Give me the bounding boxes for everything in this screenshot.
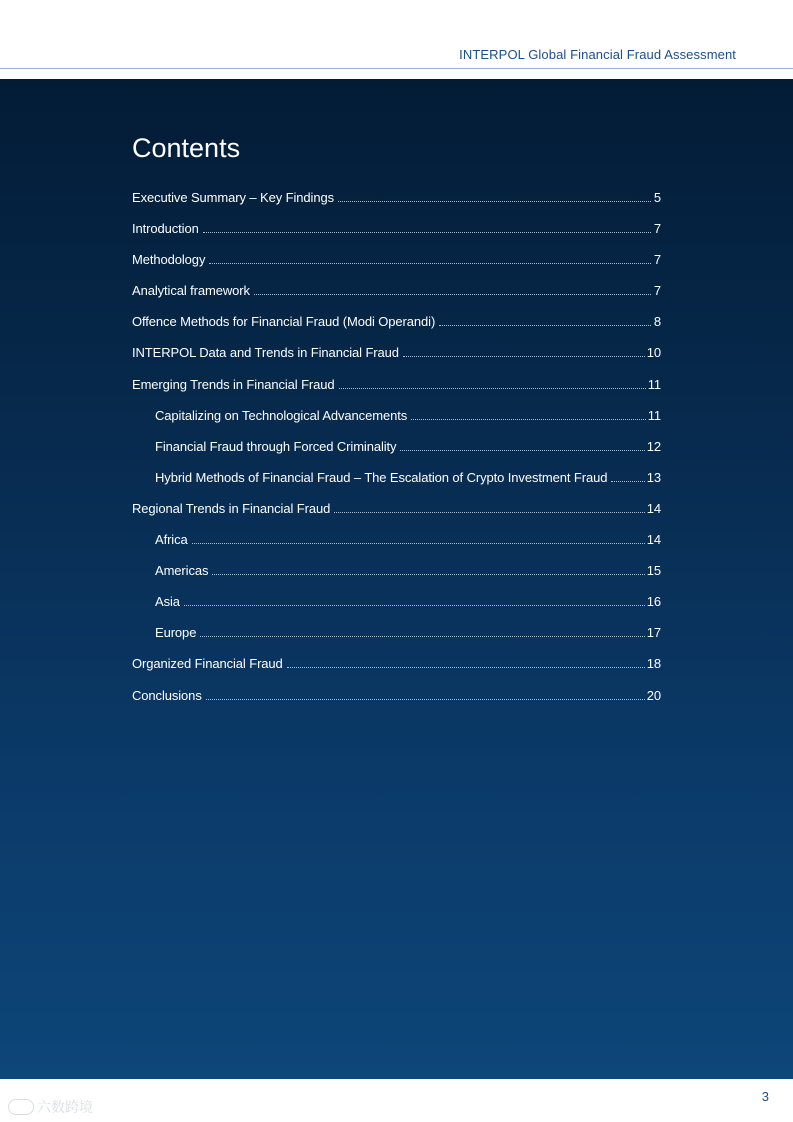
- toc-subentry[interactable]: [132, 532, 661, 563]
- toc-entry-label: Methodology: [132, 252, 206, 268]
- toc-entry-label: Africa: [155, 532, 188, 548]
- table-of-contents: [132, 190, 661, 719]
- toc-page-number: 14: [646, 532, 661, 548]
- toc-entry-label: Introduction: [132, 221, 199, 237]
- toc-page-number: 20: [646, 687, 661, 703]
- toc-entry-label: Conclusions: [132, 687, 202, 703]
- toc-dot-leader: [439, 325, 651, 326]
- toc-entry-label: Americas: [155, 563, 209, 579]
- toc-dot-leader: [203, 232, 651, 233]
- toc-dot-leader: [200, 636, 644, 637]
- running-header: INTERPOL Global Financial Fraud Assessment: [459, 47, 736, 62]
- toc-dot-leader: [192, 543, 645, 544]
- toc-entry-label: Europe: [155, 625, 197, 641]
- toc-entry[interactable]: [132, 314, 661, 345]
- toc-page-number: 16: [646, 594, 661, 610]
- toc-entry[interactable]: [132, 501, 661, 532]
- toc-dot-leader: [184, 605, 645, 606]
- toc-page-number: 8: [653, 314, 661, 330]
- toc-entry[interactable]: [132, 283, 661, 314]
- toc-subentry[interactable]: [132, 439, 661, 470]
- toc-entry[interactable]: [132, 688, 661, 719]
- watermark-logo-icon: [8, 1099, 34, 1115]
- contents-title: Contents: [132, 133, 241, 163]
- toc-entry-label: Organized Financial Fraud: [132, 656, 283, 672]
- toc-subentry[interactable]: [132, 625, 661, 656]
- toc-subentry[interactable]: [132, 470, 661, 501]
- toc-entry-label: Regional Trends in Financial Fraud: [132, 500, 331, 516]
- toc-page-number: 5: [653, 190, 661, 205]
- toc-page-number: 15: [646, 563, 661, 579]
- toc-page-number: 13: [646, 469, 661, 485]
- toc-entry-label: Offence Methods for Financial Fraud (Modi Operandi): [132, 314, 436, 330]
- toc-subentry[interactable]: [132, 408, 661, 439]
- toc-page-number: 7: [653, 252, 661, 268]
- header-rule: [0, 68, 793, 69]
- toc-entry-label: Analytical framework: [132, 283, 250, 299]
- toc-page-number: 10: [646, 345, 661, 361]
- toc-entry[interactable]: [132, 252, 661, 283]
- toc-entry-label: INTERPOL Data and Trends in Financial Fraud: [132, 345, 399, 361]
- toc-subentry[interactable]: [132, 563, 661, 594]
- toc-page-number: 14: [646, 500, 661, 516]
- toc-entry-label: Emerging Trends in Financial Fraud: [132, 376, 335, 392]
- toc-dot-leader: [206, 699, 645, 700]
- toc-dot-leader: [287, 667, 645, 668]
- watermark-text: 六数跨境: [37, 1100, 93, 1116]
- toc-dot-leader: [339, 388, 646, 389]
- toc-entry-label: Hybrid Methods of Financial Fraud – The Escalation of Crypto Investment Fraud: [155, 469, 608, 485]
- toc-dot-leader: [611, 481, 644, 482]
- toc-subentry[interactable]: [132, 594, 661, 625]
- toc-entry[interactable]: [132, 377, 661, 408]
- toc-entry[interactable]: [132, 190, 661, 221]
- toc-dot-leader: [400, 450, 644, 451]
- page-number: 3: [761, 1089, 769, 1104]
- toc-dot-leader: [338, 201, 651, 202]
- toc-entry-label: Capitalizing on Technological Advancements: [155, 407, 408, 423]
- toc-page-number: 17: [646, 625, 661, 641]
- toc-dot-leader: [209, 263, 651, 264]
- toc-dot-leader: [403, 356, 645, 357]
- toc-page-number: 7: [653, 283, 661, 299]
- toc-dot-leader: [212, 574, 644, 575]
- toc-page-number: 7: [653, 221, 661, 237]
- toc-dot-leader: [334, 512, 645, 513]
- toc-dot-leader: [411, 419, 646, 420]
- toc-entry[interactable]: [132, 221, 661, 252]
- toc-entry[interactable]: [132, 345, 661, 376]
- toc-page-number: 11: [647, 407, 661, 423]
- toc-entry[interactable]: [132, 656, 661, 687]
- toc-page-number: 12: [646, 438, 661, 454]
- watermark: [8, 1097, 93, 1117]
- toc-dot-leader: [254, 294, 651, 295]
- toc-entry-label: Asia: [155, 594, 180, 610]
- toc-entry-label: Executive Summary – Key Findings: [132, 190, 334, 205]
- toc-entry-label: Financial Fraud through Forced Criminality: [155, 438, 397, 454]
- toc-page-number: 18: [646, 656, 661, 672]
- toc-page-number: 11: [647, 376, 661, 392]
